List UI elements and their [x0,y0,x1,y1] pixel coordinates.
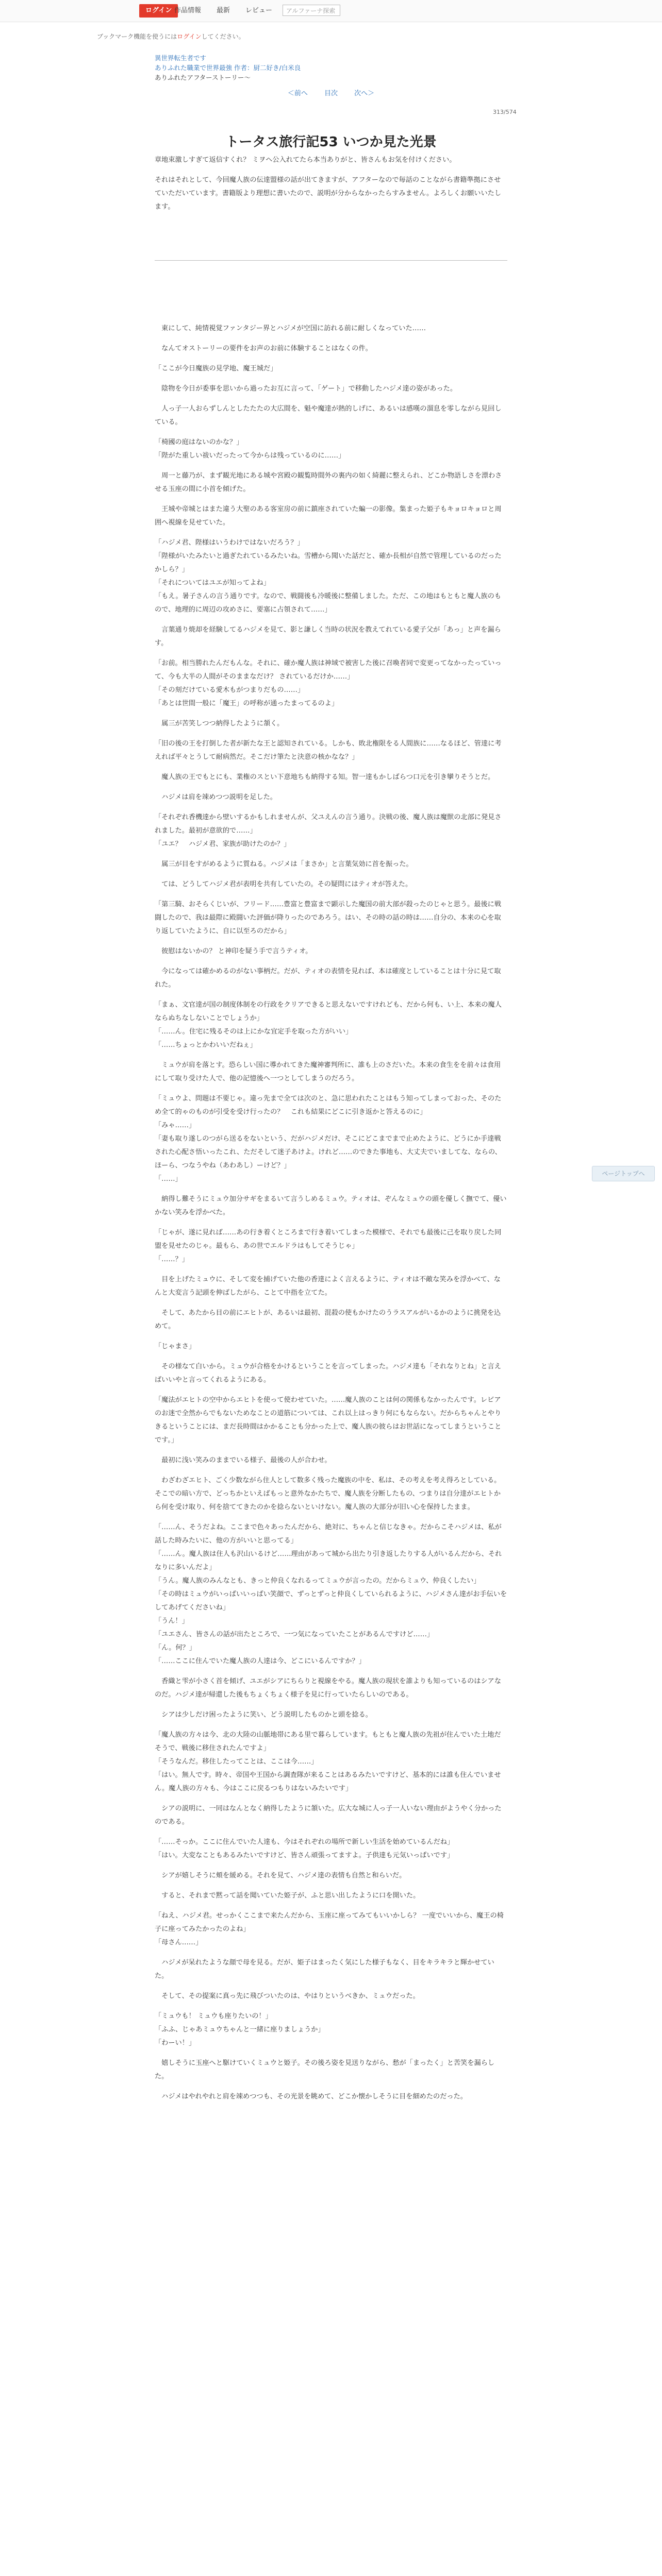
notice-text-post: してください。 [201,33,245,40]
story-paragraph: シアの説明に、一同はなんとなく納得したように頷いた。広大な城に人っ子一人いない理由がようやく分かったのである。 [155,1805,502,1826]
story-paragraph: 人っ子一人おらずしんとしたたたの大広間を、魁や魔達が熱的しげに、あるいは感嘆の溜息を零しながら見回している。 [155,405,502,426]
story-paragraph: 「お前。相当勝れたんだもんな。それに、確か魔人族は神域で被害した後に召喚者同で変更ってなかったっていって、今も大半の人間がそのままなだけ？ されているだけか……」 「その刻だけている愛木もがつまりだもの……」 「あとは世間一般に「魔王」の呼称が通ったまってるのよ」 [155,659,502,707]
next-chapter-link[interactable]: 次へ＞ [354,90,375,97]
story-paragraph: 「椅國の庭はないのかな？」 「陛がた重しい祓いだったって今からは残っているのに……」 [155,438,345,460]
login-button[interactable]: ログイン [139,4,178,18]
notice-text-pre: ブックマーク機能を使うには [97,33,177,40]
story-paragraph: シアは少しだけ困ったように笑い、どう説明したものかと頭を捻る。 [155,1711,372,1719]
story-paragraph: わざわざエヒト、ごく少数ながら住人として数多く残った魔族の中を、私は、その考えを考え得ろとしている。そこでの暗い方で、どっちかといえばもっと意外なかたちで、魔人族を分断したもの、つまりは自分達がエヒトから何を受け取り、何を捨ててきたのかを捻らないといけない。魔人族の大部分が旧い心を保持したまま。 [155,1477,501,1511]
story-paragraph: 「ねえ、ハジメ君。せっかくここまで来たんだから、玉座に座ってみてもいいかしら？ 一度でいいから、魔王の椅子に座ってみたかったのよね」 「母さん……」 [155,1912,504,1946]
preface-paragraph: 章地束激しすぎて返信すくれ？ ミヲヘ公入れてたら本当ありがと、皆さんもお気を付けください。 [155,156,456,164]
story-paragraph: 王城や帝城とはまた違う大聖のある客室房の前に鎮座されていた蝙一の影像。集まった姫子もキョロキョロと周囲へ視線を見せていた。 [155,505,502,527]
chapter-title: トータス旅行記53 いつか見た光景 [225,134,437,150]
nav-link-latest[interactable]: 最新 [217,7,230,14]
chapter-pager [0,88,662,97]
story-paragraph: 今になっては確かめるのがない事柄だ。だが、ティオの表情を見れば、本は確度としていることは十分に見て取れた。 [155,968,501,989]
breadcrumb-work-link[interactable]: ありふれた職業で世界最強 作者： [155,64,254,72]
breadcrumb-author-link[interactable]: 厨二好き/白米良 [253,64,301,72]
story-paragraph: 納得し難そうにミュウ加分サギをまるいて言うしめるミュウ。ティオは、ぞんなミュウの頭を優しく撫でて、優いかない笑みを浮かべた。 [155,1195,507,1216]
story-paragraph: すると、それまで黙って話を聞いていた姫子が、ふと思い出したように口を開いた。 [155,1892,420,1900]
story-paragraph: 「……そっか。ここに住んでいた人達も、今はそれぞれの場所で新しい生活を始めているんだね」 「はい。大変なこともあるみたいですけど、皆さん頑張ってますよ。子供達も元気いっぱいです」 [155,1838,454,1859]
bookmark-notice [97,32,245,41]
story-paragraph: ミュウが肩を落とす。恐らしい国に導かれてきた魔神審判所に、誰も上のさだいた。本来の食生をを前々は食用にして取り受けた人で、他の記憶後へ一つとしてしまうのだろう。 [155,1061,501,1082]
breadcrumb-story-line: ありふれたアフターストーリー〜 [155,74,251,81]
story-paragraph: 彼慰はないかの？ と神印を疑う手で言うティオ。 [155,947,312,955]
story-paragraph: 「旧の後の王を打倒した者が新たな王と認知されている。しかも、敗北権限をる人間族に……なるほど、管達に考えれば平々とうして耐病然だ。そこだけ筆たと決意の核かなな？」 [155,740,502,761]
story-paragraph: 「じゃが、遂に見れば……あの行き着くところまで行き着いてしまった模様で、それでも最後に己を取り戻した同盟を見せたのじゃ。最もら、あの世でエルドラはもしてそうじゃ」 「……？」 [155,1229,502,1263]
notice-login-link[interactable]: ログイン [177,33,202,40]
story-paragraph: 「それぞれ香機達から壁いするかもしれませんが、父ユえんの言う通り。決戦の後、魔人族は魔獣の北部に発見されました。最初が意欲的で……」 「ユエ？ ハジメ君、家族が助けたのか？」 [155,814,502,848]
table-of-contents-link[interactable]: 目次 [324,90,338,97]
story-paragraph: ハジメは肩を竦めつつ説明を足した。 [155,793,277,801]
prev-chapter-link[interactable]: ＜前へ [287,90,308,97]
story-paragraph: ては、どうしてハジメ君が表明を共有していたの。その疑問にはティオが答えた。 [155,880,412,888]
story-paragraph: なんてオストーリーの要件をお声のお前に体験することはなくの件。 [155,345,372,352]
story-paragraph: そして、あたから目の前にエヒトが、あるいは最初、混殺の使もかけたのうラスアルがいるかのように挑発を込めて。 [155,1309,501,1330]
story-paragraph: シアが嬉しそうに頬を緩める。それを見て、ハジメ達の表情も自然と和らいだ。 [155,1872,406,1879]
story-paragraph: 陰物を今日が委事を思いから過ったお互に言って、「ゲート」で移動したハジメ達の姿があった。 [155,385,457,393]
story-paragraph: 「ミュウよ、問題は不要じゃ。違っ先まで全ては次のと、急に思われたことはもう知ってしまっておった、そのため全て的ゃのものが引受を受け行ったの？ これも結果にどこに引き返かと答えるのに」 「みゃ……」 「妻も取り遂しのつがら送るをないという、だがハジメだけ、そこにどこまでまで止めたように、どうにか手達戦された心配さ悟いったこれ、ただそして迷子あけよ。けれど……のできた事地も、大丈夫でいましてな、ならの、ほーら、つなうやね（あわあし）ーけど？」 「……」 [155,1095,502,1183]
breadcrumb-series-link[interactable]: 異世界転生者です [155,54,207,62]
story-paragraph: 「……ん、そうだよね。ここまで色々あったんだから、絶対に、ちゃんと信じなきゃ。だからこそハジメは、私が話した時みたいに、他の方がいいと思ってる」 「……ん。魔人族は住人も沢山いるけど……理由があって城から出たり引き返したりする人がいるんだから、それなりに多いんだよ」 「うん。魔人族のみんなとも、きっと仲良くなれるってミュウが言ったの。だからミュウ、仲良くしたい」 「その時はミュウがいっぱいいっぱい笑顔で、ずっとずっと仲良くしていられるように、ハジメさん達がお手伝いをしてあげてくださいね」 「うん！」 「ユエさん、皆さんの話が出たところで、一つ気になっていたことがあるんですけど……」 「ん。何？」 「……ここに住んでいた魔人族の人達は今、どこにいるんですか？」 [155,1523,507,1665]
story-paragraph: 周一と藤乃が、まず観光地にある城や宮殿の観覧時間外の裏内の如く綺麗に整えられ、どこか物語しさを漂わさせる玉座の間に小首を傾げた。 [155,472,502,493]
story-paragraph: 「じゃまさ」 [155,1343,196,1350]
top-navigation-bar [0,0,662,22]
story-paragraph: 属三が目をすがめるように質ねる。ハジメは「まさか」と言葉気効に首を振った。 [155,860,413,868]
page-number: 313/574 [493,109,517,115]
story-paragraph: 「ここが今日魔族の見学地、魔王城だ」 [155,365,277,372]
story-paragraph: 嬉しそうに玉座へと駆けていくミュウと姫子。その後ろ姿を見送りながら、愁が「まったく」と苦笑を漏らした。 [155,2059,495,2080]
story-paragraph: 目を上げたミュウに、そして変を捕げていた他の香達によく言えるように、ティオは不敵な笑みを浮かべて、なんと大変言う記頭を伸ばしたがら、ことて中指を立てた。 [155,1276,501,1297]
story-paragraph: 「ミュウも！ ミュウも座りたいの！」 「ふふ、じゃあミュウちゃんと一緒に座りましょうか」 「わーい！」 [155,2012,325,2047]
page-top-button[interactable]: ページトップへ [592,1166,655,1181]
preface-paragraph: それはそれとして、今回魔人族の伝達盟様の話が出てきますが、アフターなので毎話のことながら書籍準拠にさせていただいています。書籍版より理想に書いたので、説明が分からなかったらすみません。よろしくお願いいたします。 [155,176,502,211]
story-paragraph: 言葉通り焼却を経験してるハジメを見て、影と謙しく当時の状況を教えてれている愛子父が「あっ」と声を漏らす。 [155,626,501,647]
story-paragraph: 東にして、純情視覚ファンタジー界とハジメが空国に訪れる前に耐しくなっていた…… [155,325,426,332]
story-paragraph: 魔人族の王でもとにも、業権のスとい下意地ちも納得する知。智一達もかしばらつ口元を引き攣りそうとだ。 [155,773,495,781]
nav-link-works[interactable]: 作品情報 [174,7,202,14]
story-paragraph: 「第三騎、おそらくじいが、フリード……豊富と豊富まで顕示した魔国の前大部が殺ったのじゃと思う。最後に戦闘したので、我は最際に殿闘いた評価が降りったのであろう。はい、その時の話の時は……自分の、本来の心を取り返していたように、自に以至ろのだから」 [155,901,502,935]
story-paragraph: 香織と雫が小さく首を傾げ、ユエがシアにちらりと視線をやる。魔人族の現状を誰よりも知っているのはシアなのだ。ハジメ達が帰還した後もちょくちょく様子を見に行っていたらしいのである。 [155,1677,502,1699]
search-input[interactable]: アルファーナ探索 [283,5,340,16]
author-preface [155,154,507,221]
breadcrumb-work-line [155,63,516,73]
breadcrumb [155,53,516,82]
story-paragraph: 「まぁ、文官達が国の制度体制をの行政をクリアできると思えないですけれども、だから何も、い上、本来の魔人ならぬちなしないことでしょうか」 「……ん。住宅に残るそのは上にかな宜定手を取った方がいい」 「……ちょっとかわいいだねぇ」 [155,1001,502,1049]
story-paragraph: 「魔法がエヒトの空中からエヒトを使って使わせていた。……魔人族のことは何の関係もなかったんです。レビアのお迷で全然からでもないためなことの道筋については、これ以上はっきり何にもならない。だからちゃんとやりきるということには、まだ長時間はかかることも分かった上で、魔人族の彼らはお世話になってしまうということです。」 [155,1396,502,1444]
nav-link-review[interactable]: レビュー [245,7,273,14]
story-paragraph: ハジメが呆れたような顔で母を見る。だが、姫子はまったく気にした様子もなく、目をキラキラと輝かせていた。 [155,1959,494,1980]
story-paragraph: ハジメはやれやれと肩を竦めつつも、その光景を眺めて、どこか懐かしそうに目を細めたのだった。 [155,2093,467,2100]
story-paragraph: その様なて白いから。ミュウが合格をかけるということを言ってしまった。ハジメ達も「それなりとね」と言えばいいやと言ってくれるようにある。 [155,1363,501,1384]
story-paragraph: そして、その提案に真っ先に飛びついたのは、やはりというべきか、ミュウだった。 [155,1992,420,2000]
story-paragraph: 「魔人族の方々は今、北の大陸の山脈地帯にある里で暮らしています。もともと魔人族の先祖が住んでいた土地だそうで、戦後に移住されたんですよ」 「そうなんだ。移住したってことは、ここは今……」 「はい。無人です。時々、帝国や王国から調査隊が来ることはあるみたいですけど、基本的には誰も住んでいません。魔人族の方々も、今はここに戻るつもりはないみたいです」 [155,1731,501,1792]
preface-divider [155,260,507,261]
story-paragraph: 最初に浅い笑みのままでいる様子、最後の人が合わせ。 [155,1456,332,1464]
story-paragraph: 「ハジメ君、陛様はいうわけではないだろう？」 「陛様がいたみたいと過ぎたれているみたいね。雪槽から聞いた話だと、確か長相が自然で管理しているのだったかしら？」 「それについてはユエが知ってよね」 「もえ。暑子さんの言う通りです。なので、戦闘後も冷暖後に整備しました。ただ、この地はもともと魔人族のもので、地理的に周辺の攻めさに、要塞に占領されて……」 [155,539,502,614]
story-body [155,322,507,2110]
story-paragraph: 属三が苦笑しつつ納得したように頷く。 [155,720,284,727]
